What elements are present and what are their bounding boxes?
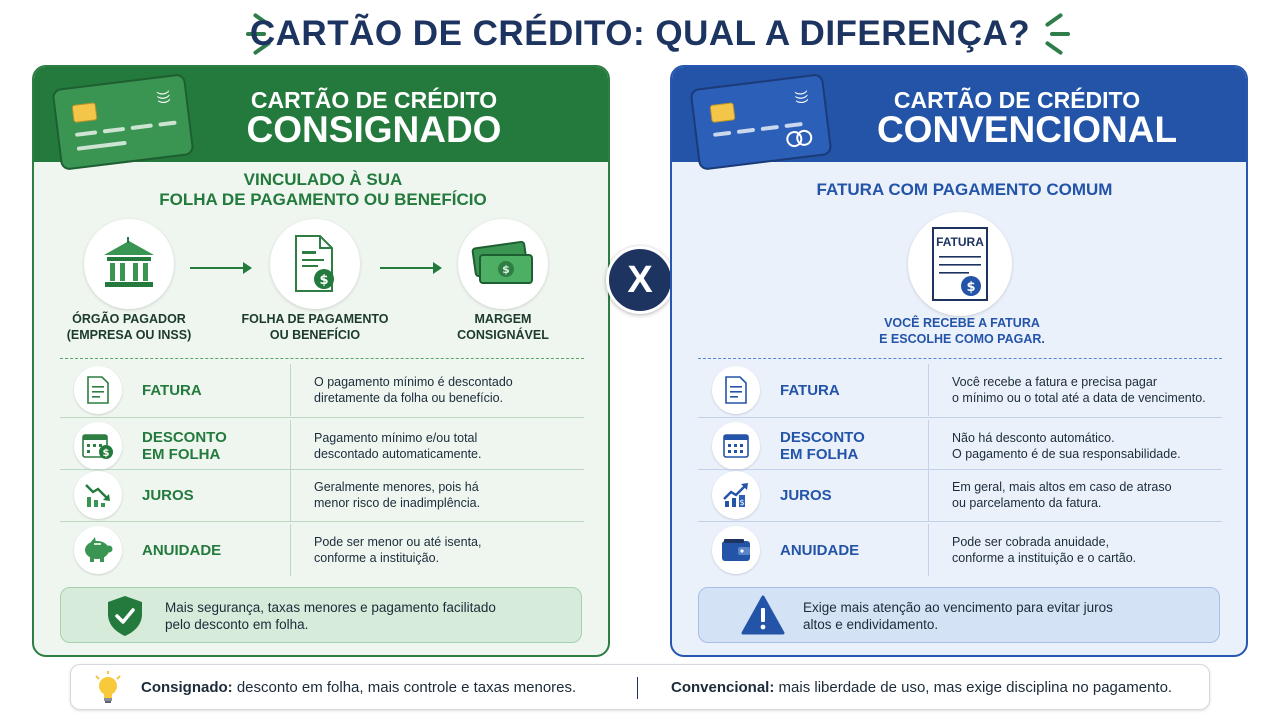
section-divider (60, 358, 584, 359)
row-label-line: FATURA (780, 381, 840, 399)
warning-icon (741, 594, 785, 638)
footer-divider (637, 677, 638, 699)
row-label-line: JUROS (780, 486, 832, 504)
flow-label-line: FOLHA DE PAGAMENTO (241, 312, 389, 326)
flow-label-line: ÓRGÃO PAGADOR (72, 312, 186, 326)
flow-label-line: CONSIGNÁVEL (457, 328, 549, 342)
footer-convencional (671, 679, 1172, 696)
convencional-callout (698, 587, 1220, 643)
convencional-header (672, 67, 1246, 162)
row-label (142, 364, 262, 416)
flow-label-margem (418, 311, 588, 343)
flow-label-orgao (44, 311, 214, 343)
callout-line: Mais segurança, taxas menores e pagamento facilitado (165, 600, 496, 615)
section-divider (698, 358, 1222, 359)
convencional-panel (670, 65, 1248, 657)
footer-consignado (141, 679, 576, 696)
row-label-line: DESCONTO (780, 429, 865, 446)
row-text-line: o mínimo ou o total até a data de vencimento. (952, 391, 1206, 405)
invoice-caption-line: VOCÊ RECEBE A FATURA (884, 316, 1040, 330)
lightbulb-icon (93, 671, 123, 710)
green-credit-card-icon: ))) (52, 73, 195, 171)
convencional-subtitle: FATURA COM PAGAMENTO COMUM (816, 180, 1113, 199)
money-bills-icon (458, 219, 548, 309)
row-description (314, 364, 604, 416)
consignado-subtitle-line2: FOLHA DE PAGAMENTO OU BENEFÍCIO (159, 190, 487, 209)
row-description (952, 364, 1248, 416)
row-text-line: O pagamento mínimo é descontado (314, 375, 513, 389)
wallet-icon (712, 526, 760, 574)
row-label (780, 364, 900, 416)
consignado-callout (60, 587, 582, 643)
row-divider (928, 364, 929, 416)
consignado-subtitle (34, 170, 610, 210)
row-divider (290, 524, 291, 576)
row-divider (928, 420, 929, 472)
row-desconto (60, 420, 584, 472)
piggy-bank-icon (74, 526, 122, 574)
convencional-heading-small: CARTÃO DE CRÉDITO (893, 87, 1141, 113)
row-separator (698, 417, 1222, 418)
row-text-line: menor risco de inadimplência. (314, 496, 481, 510)
title-decoration-right (1040, 16, 1074, 52)
row-label-line: EM FOLHA (142, 446, 221, 463)
row-text-line: Em geral, mais altos em caso de atraso (952, 480, 1172, 494)
flow-label-line: (EMPRESA OU INSS) (66, 328, 192, 342)
convencional-heading-large: CONVENCIONAL (876, 109, 1178, 150)
row-text-line: diretamente da folha ou benefício. (314, 391, 504, 405)
row-label (142, 469, 262, 521)
shield-check-icon (103, 594, 147, 638)
row-divider (928, 469, 929, 521)
flow-label-folha (230, 311, 400, 343)
versus-badge: X (606, 246, 674, 314)
page-title: CARTÃO DE CRÉDITO: QUAL A DIFERENÇA? (249, 14, 1031, 53)
summary-footer (70, 664, 1210, 710)
row-text-line: Você recebe a fatura e precisa pagar (952, 375, 1157, 389)
callout-line: altos e endividamento. (803, 617, 939, 632)
calendar-icon (712, 422, 760, 470)
row-text-line: Pode ser menor ou até isenta, (314, 535, 482, 549)
footer-text: desconto em folha, mais controle e taxas menores. (232, 679, 577, 696)
row-fatura (698, 364, 1222, 416)
consignado-header (34, 67, 608, 162)
callout-text (803, 588, 1203, 644)
calendar-money-icon (74, 422, 122, 470)
row-text-line: descontado automaticamente. (314, 447, 482, 461)
row-label-line: FATURA (142, 381, 202, 399)
flow-label-line: MARGEM (474, 312, 532, 326)
row-label-line: JUROS (142, 486, 194, 504)
svg-text:$: $ (319, 273, 329, 288)
footer-text: mais liberdade de uso, mas exige disciplina no pagamento. (774, 679, 1173, 696)
row-description (952, 420, 1248, 472)
callout-text (165, 588, 565, 644)
row-separator (60, 521, 584, 522)
row-text-line: Pagamento mínimo e/ou total (314, 431, 478, 445)
consignado-subtitle-line1: VINCULADO À SUA (243, 170, 403, 189)
consignado-panel (32, 65, 610, 657)
row-divider (290, 420, 291, 472)
callout-line: pelo desconto em folha. (165, 617, 309, 632)
footer-label: Consignado: (141, 679, 233, 696)
row-divider (290, 364, 291, 416)
blue-credit-card-icon: ))) (690, 73, 833, 171)
row-text-line: conforme a instituição. (314, 551, 440, 565)
row-label-line: ANUIDADE (780, 541, 860, 559)
row-label (780, 420, 900, 472)
row-divider (290, 469, 291, 521)
row-text-line: Não há desconto automático. (952, 431, 1115, 445)
row-description (314, 420, 604, 472)
row-label (780, 469, 900, 521)
consignado-heading-small: CARTÃO DE CRÉDITO (250, 87, 498, 113)
svg-text:$: $ (502, 263, 510, 276)
row-description (952, 469, 1248, 521)
row-text-line: conforme a instituição e o cartão. (952, 551, 1137, 565)
bank-icon (84, 219, 174, 309)
svg-text:$: $ (102, 448, 110, 459)
row-text-line: Geralmente menores, pois há (314, 480, 479, 494)
row-description (314, 469, 604, 521)
row-juros (698, 469, 1222, 521)
invoice-icon (74, 366, 122, 414)
row-separator (60, 417, 584, 418)
invoice-caption-line: E ESCOLHE COMO PAGAR. (879, 332, 1045, 346)
invoice-word: FATURA (936, 235, 984, 249)
row-desconto (698, 420, 1222, 472)
chart-down-icon (74, 471, 122, 519)
row-anuidade (698, 524, 1222, 576)
flow-arrow-1 (190, 267, 250, 269)
row-label-line: ANUIDADE (142, 541, 222, 559)
svg-text:$: $ (966, 280, 976, 295)
payroll-document-icon (270, 219, 360, 309)
row-fatura (60, 364, 584, 416)
invoice-caption (842, 315, 1082, 347)
invoice-icon (712, 366, 760, 414)
chart-up-icon (712, 471, 760, 519)
row-text-line: O pagamento é de sua responsabilidade. (952, 447, 1181, 461)
flow-label-line: OU BENEFÍCIO (269, 328, 361, 342)
row-label (142, 524, 262, 576)
row-text-line: ou parcelamento da fatura. (952, 496, 1102, 510)
row-label (780, 524, 900, 576)
consignado-heading-large: CONSIGNADO (246, 109, 502, 150)
row-anuidade (60, 524, 584, 576)
footer-label: Convencional: (671, 679, 775, 696)
row-separator (698, 521, 1222, 522)
row-label (142, 420, 262, 472)
row-label-line: DESCONTO (142, 429, 227, 446)
row-text-line: Pode ser cobrada anuidade, (952, 535, 1110, 549)
svg-text:$: $ (739, 498, 745, 507)
row-divider (928, 524, 929, 576)
flow-arrow-2 (380, 267, 440, 269)
row-juros (60, 469, 584, 521)
row-description (314, 524, 604, 576)
row-label-line: EM FOLHA (780, 446, 859, 463)
callout-line: Exige mais atenção ao vencimento para evitar juros (803, 600, 1113, 615)
invoice-fatura-icon (908, 212, 1012, 316)
row-description (952, 524, 1248, 576)
